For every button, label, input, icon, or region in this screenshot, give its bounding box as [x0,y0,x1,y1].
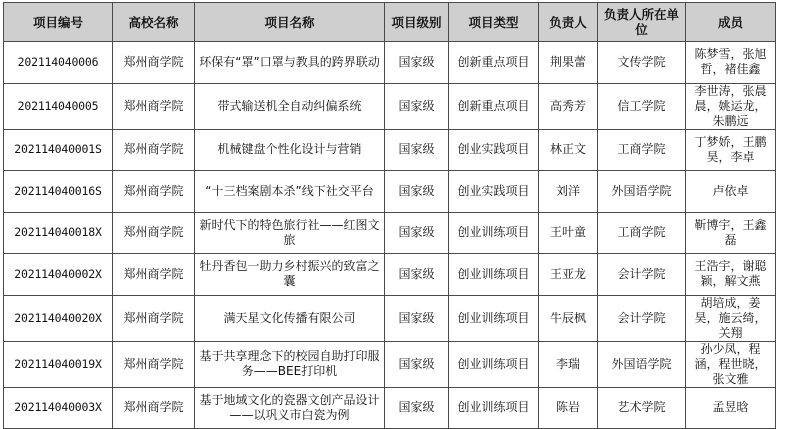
project-code-cell: 202114040003X [4,387,113,429]
level-cell: 国家级 [385,42,449,84]
members-cell: 陈梦雪，张旭哲，褚佳鑫 [686,42,776,84]
project-code-cell: 202114040002X [4,254,113,296]
type-cell: 创业训练项目 [449,212,539,254]
table-row [4,171,776,213]
table-row [4,295,776,341]
table-row [4,387,776,429]
school-cell: 郑州商学院 [113,254,195,296]
school-cell: 郑州商学院 [113,295,195,341]
school-cell: 郑州商学院 [113,387,195,429]
level-cell: 国家级 [385,295,449,341]
leader-cell: 陈岩 [539,387,598,429]
members-cell: 丁梦娇，王鹏昊，李卓 [686,129,776,171]
level-cell: 国家级 [385,83,449,129]
project-table [3,2,776,429]
table-row [4,254,776,296]
table-row [4,42,776,84]
type-cell: 创业训练项目 [449,295,539,341]
type-cell: 创业训练项目 [449,387,539,429]
school-cell: 郑州商学院 [113,341,195,387]
members-cell: 李世涛，张晨晨，姚运龙，朱鹏远 [686,83,776,129]
unit-cell: 外国语学院 [598,171,686,213]
project-name-cell: 牡丹香包一助力乡村振兴的致富之囊 [195,254,385,296]
level-cell: 国家级 [385,171,449,213]
members-cell: 孙少凤，程涵，程世晓，张文雅 [686,341,776,387]
table-row [4,129,776,171]
header-members: 成员 [686,3,776,42]
unit-cell: 工商学院 [598,212,686,254]
members-cell: 孟昱晗 [686,387,776,429]
table-row [4,212,776,254]
unit-cell: 会计学院 [598,295,686,341]
school-cell: 郑州商学院 [113,171,195,213]
type-cell: 创新重点项目 [449,83,539,129]
project-code-cell: 202114040001S [4,129,113,171]
school-cell: 郑州商学院 [113,129,195,171]
level-cell: 国家级 [385,387,449,429]
project-name-cell: 带式输送机全自动纠偏系统 [195,83,385,129]
header-project-code: 项目编号 [4,3,113,42]
project-name-cell: 环保有“罩”口罩与教具的跨界联动 [195,42,385,84]
leader-cell: 荆果蕾 [539,42,598,84]
unit-cell: 外国语学院 [598,341,686,387]
school-cell: 郑州商学院 [113,212,195,254]
level-cell: 国家级 [385,254,449,296]
project-code-cell: 202114040006 [4,42,113,84]
unit-cell: 艺术学院 [598,387,686,429]
unit-cell: 会计学院 [598,254,686,296]
table-row [4,83,776,129]
project-code-cell: 202114040005 [4,83,113,129]
members-cell: 卢依卓 [686,171,776,213]
type-cell: 创业训练项目 [449,341,539,387]
project-code-cell: 202114040016S [4,171,113,213]
leader-cell: 林正文 [539,129,598,171]
leader-cell: 王叶童 [539,212,598,254]
unit-cell: 信工学院 [598,83,686,129]
project-name-cell: 机械键盘个性化设计与营销 [195,129,385,171]
unit-cell: 工商学院 [598,129,686,171]
level-cell: 国家级 [385,212,449,254]
project-name-cell: 基于共享理念下的校园自助打印服务——BEE打印机 [195,341,385,387]
unit-cell: 文传学院 [598,42,686,84]
project-name-cell: 满天星文化传播有限公司 [195,295,385,341]
header-leader: 负责人 [539,3,598,42]
project-name-cell: 新时代下的特色旅行社——红图文旅 [195,212,385,254]
type-cell: 创新重点项目 [449,42,539,84]
leader-cell: 牛辰枫 [539,295,598,341]
header-row [4,3,776,42]
school-cell: 郑州商学院 [113,42,195,84]
leader-cell: 王亚龙 [539,254,598,296]
members-cell: 靳博宇，王鑫磊 [686,212,776,254]
table-row [4,341,776,387]
project-code-cell: 202114040019X [4,341,113,387]
header-project-level: 项目级别 [385,3,449,42]
type-cell: 创业实践项目 [449,129,539,171]
school-cell: 郑州商学院 [113,83,195,129]
project-name-cell: 基于地域文化的瓷器文创产品设计——以巩义市白瓷为例 [195,387,385,429]
project-name-cell: “十三档案剧本杀”线下社交平台 [195,171,385,213]
header-school: 高校名称 [113,3,195,42]
type-cell: 创业实践项目 [449,171,539,213]
members-cell: 胡培成，姜昊，施云绮，关翔 [686,295,776,341]
members-cell: 王浩宇，谢聪颖，解文燕 [686,254,776,296]
level-cell: 国家级 [385,129,449,171]
project-code-cell: 202114040020X [4,295,113,341]
header-project-name: 项目名称 [195,3,385,42]
header-project-type: 项目类型 [449,3,539,42]
leader-cell: 李瑞 [539,341,598,387]
level-cell: 国家级 [385,341,449,387]
type-cell: 创业训练项目 [449,254,539,296]
header-leader-unit: 负责人所在单位 [598,3,686,42]
leader-cell: 刘洋 [539,171,598,213]
leader-cell: 高秀芳 [539,83,598,129]
project-code-cell: 202114040018X [4,212,113,254]
